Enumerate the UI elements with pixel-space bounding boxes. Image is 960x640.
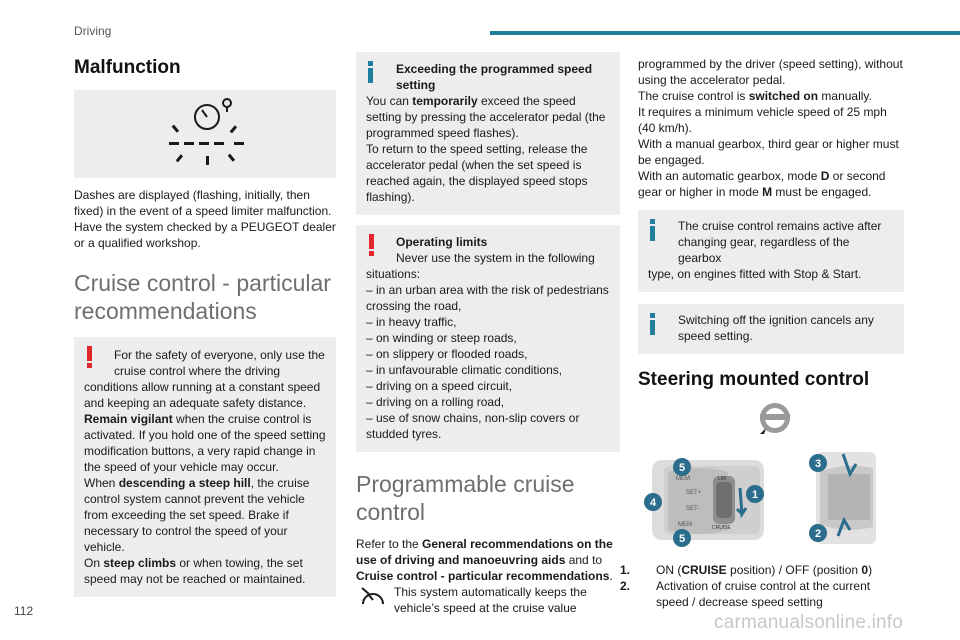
- limits-intro: Never use the system in the following: [396, 251, 595, 265]
- watermark: carmanualsonline.info: [714, 612, 904, 633]
- callout-badge-2: [809, 524, 827, 542]
- body-text: With an automatic gearbox, mode D or second gear or higher in mode M must be engaged.: [638, 169, 886, 199]
- svg-text:CRUISE: CRUISE: [712, 525, 731, 531]
- steering-control-diagram: [638, 402, 904, 550]
- body-text: It requires a minimum vehicle speed of 25 mph (40 km/h).: [638, 105, 887, 135]
- malfunction-text: Dashes are displayed (flashing, initially, then fixed) in the event of a speed limiter malfunction. Have the system checked by a PEUGEOT dealer or a qualified workshop.: [74, 188, 336, 250]
- cruise-stalk-illustration: [649, 460, 764, 540]
- svg-text:4: 4: [649, 497, 657, 509]
- info-text: To return to the speed setting, release the accelerator pedal (when the set speed is reached again, the displayed speed stops flashing).: [366, 142, 588, 204]
- list-item: – use of snow chains, non-slip covers or studded tyres.: [366, 411, 580, 441]
- steering-wheel-icon: [760, 403, 790, 434]
- warning-line: For the safety of everyone, only use the: [114, 348, 325, 362]
- column-3: [620, 56, 904, 610]
- svg-text:1: 1: [751, 489, 759, 501]
- control-item-1: 1. ON (CRUISE position) / OFF (position 0): [620, 563, 873, 577]
- system-intro: This system automatically keeps the vehicle’s speed at the cruise value: [356, 584, 620, 616]
- warning-text: Remain vigilant when the cruise control is activated. If you hold one of the speed setting modification buttons, a very rapid change in the speed of your vehicle may occur.: [84, 412, 326, 474]
- callout-badge-4: [644, 493, 662, 511]
- body-text: programmed by the driver (speed setting), without using the accelerator pedal.: [638, 57, 903, 87]
- callout-badge-1: [746, 485, 764, 503]
- list-item: – driving on a rolling road,: [366, 395, 505, 409]
- speed-limiter-fault-illustration: [74, 90, 336, 178]
- gear-info-box: The cruise control remains active after changing gear, regardless of the gearbox type, on engines fitted with Stop & Start.: [638, 210, 904, 292]
- list-item: – in an urban area with the risk of pedestrians crossing the road,: [366, 283, 609, 313]
- info-title: Exceeding the programmed speed setting: [396, 62, 593, 92]
- control-item-2: 2. Activation of cruise control at the current speed / decrease speed setting: [620, 579, 871, 609]
- programmable-cruise-title: Programmable cruise control: [356, 471, 575, 525]
- safety-warning-box: [74, 337, 336, 597]
- steering-control-title: Steering mounted control: [638, 369, 870, 390]
- svg-text:MEM: MEM: [676, 476, 690, 482]
- warning-text: When descending a steep hill, the cruise control system cannot prevent the vehicle from exceeding the set speed. Brake if necessary to control the speed of your vehicle.: [84, 476, 310, 554]
- ignition-info-box: Switching off the ignition cancels any speed setting.: [638, 304, 904, 354]
- svg-text:MEM: MEM: [678, 522, 692, 528]
- svg-text:5: 5: [678, 533, 686, 545]
- cruise-recommendations-title: Cruise control - particular recommendations: [74, 270, 331, 324]
- speedometer-dashes-icon: [74, 90, 336, 178]
- body-text: With a manual gearbox, third gear or higher must be engaged.: [638, 137, 899, 167]
- list-item: – driving on a speed circuit,: [366, 379, 513, 393]
- info-icon: [648, 313, 658, 339]
- svg-text:LIM: LIM: [718, 476, 727, 482]
- column-2: [356, 52, 620, 616]
- page-number: 112: [14, 604, 34, 618]
- column-1: [74, 52, 336, 597]
- list-item: – on slippery or flooded roads,: [366, 347, 528, 361]
- list-item: – in heavy traffic,: [366, 315, 457, 329]
- callout-badge-3: [809, 454, 827, 472]
- body-text: The cruise control is switched on manually.: [638, 89, 872, 103]
- list-item: – in unfavourable climatic conditions,: [366, 363, 563, 377]
- warning-text: conditions allow running at a constant speed and keeping an adequate safety distance.: [84, 380, 321, 410]
- malfunction-title: Malfunction: [74, 57, 181, 78]
- section-header: Driving: [74, 24, 112, 38]
- refer-text: Refer to the General recommendations on the use of driving and manoeuvring aids and to Cruise control - particular recommendations.: [356, 537, 613, 583]
- svg-text:3: 3: [814, 458, 822, 470]
- warning-exclamation-icon: [84, 346, 96, 372]
- list-item: – on winding or steep roads,: [366, 331, 517, 345]
- warning-line: cruise control where the driving: [114, 364, 281, 378]
- info-icon: [648, 219, 658, 245]
- limits-title: Operating limits: [396, 235, 488, 249]
- limits-intro: situations:: [366, 267, 421, 281]
- exceeding-speed-info-box: [356, 52, 620, 215]
- svg-text:5: 5: [678, 462, 686, 474]
- operating-limits-box: [356, 225, 620, 452]
- info-icon: [366, 61, 376, 87]
- callout-badge-5-top: [673, 458, 691, 476]
- cruise-speedometer-icon: [360, 586, 386, 614]
- svg-text:SET+: SET+: [686, 490, 702, 496]
- info-text: You can temporarily exceed the speed setting by pressing the accelerator pedal (the programmed speed flashes).: [366, 94, 606, 140]
- header-bar: [490, 31, 960, 35]
- warning-text: On steep climbs or when towing, the set speed may not be reached or maintained.: [84, 556, 306, 586]
- warning-exclamation-icon: [366, 234, 378, 260]
- callout-badge-5-bottom: [673, 529, 691, 547]
- svg-text:SET-: SET-: [686, 506, 700, 512]
- svg-text:2: 2: [814, 528, 822, 540]
